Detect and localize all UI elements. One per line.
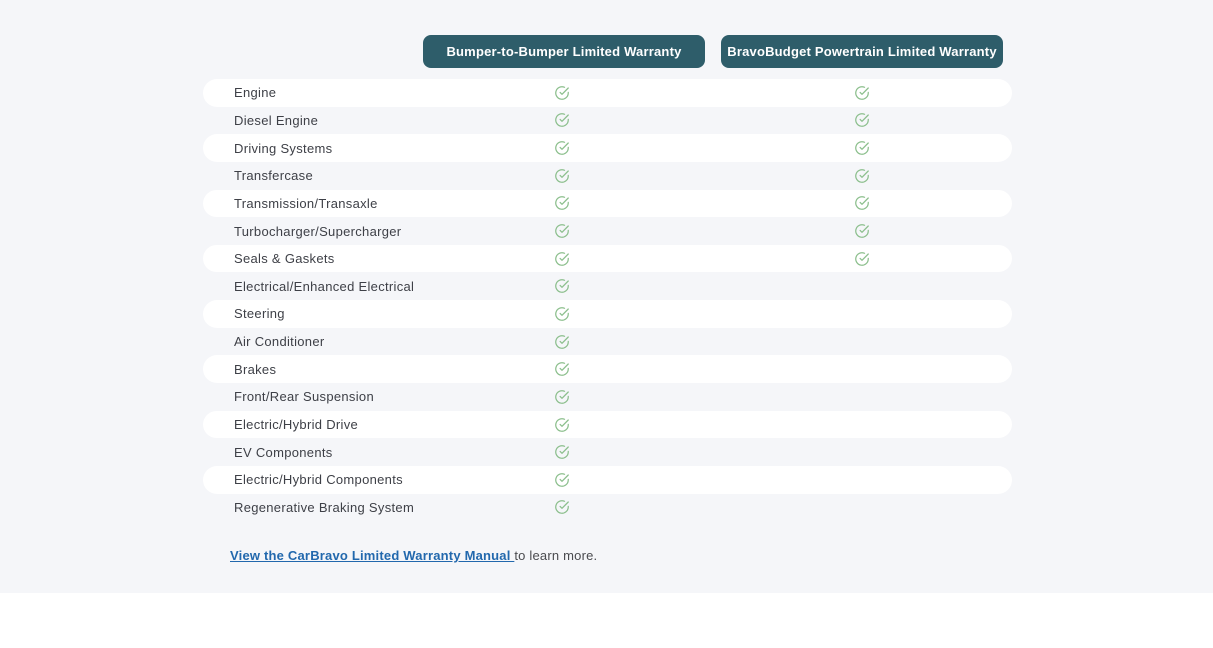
table-row: [203, 300, 1012, 328]
row-label: Electric/Hybrid Components: [234, 472, 403, 488]
column-headers: [423, 35, 1003, 68]
table-row: [203, 438, 1012, 466]
check-circle-icon: [855, 168, 870, 183]
row-label: Electric/Hybrid Drive: [234, 417, 359, 432]
table-row: [203, 355, 1012, 383]
column-header-bumper-to-bumper[interactable]: Bumper-to-Bumper Limited Warranty: [423, 35, 705, 68]
table-row: [203, 272, 1012, 300]
footer-suffix: to learn more.: [514, 548, 598, 563]
table-row: [203, 162, 1012, 190]
table-row: [203, 217, 1012, 245]
check-circle-icon: [855, 113, 870, 128]
check-circle-icon: [555, 113, 570, 128]
check-circle-icon: [855, 251, 870, 266]
warranty-manual-link[interactable]: View the CarBravo Limited Warranty Manual: [230, 548, 515, 563]
row-label: Electrical/Enhanced Electrical: [234, 278, 415, 294]
check-circle-icon: [555, 417, 570, 432]
row-label: Brakes: [234, 361, 277, 377]
check-circle-icon: [855, 224, 870, 239]
row-label: Transfercase: [234, 168, 313, 184]
footer-note: [230, 548, 597, 563]
check-circle-icon: [555, 334, 570, 349]
row-label: Engine: [234, 85, 277, 101]
table-row: [203, 466, 1012, 494]
check-circle-icon: [555, 500, 570, 515]
table-row: [203, 328, 1012, 356]
table-row: [203, 134, 1012, 162]
table-row: [203, 411, 1012, 439]
check-circle-icon: [555, 279, 570, 294]
row-label: EV Components: [234, 444, 333, 460]
table-row: [203, 494, 1012, 522]
check-circle-icon: [555, 306, 570, 321]
check-circle-icon: [555, 389, 570, 404]
check-circle-icon: [855, 141, 870, 156]
row-label: Seals & Gaskets: [234, 251, 335, 267]
check-circle-icon: [855, 196, 870, 211]
warranty-table: [203, 79, 1012, 521]
row-label: Diesel Engine: [234, 112, 319, 128]
check-circle-icon: [555, 85, 570, 100]
row-label: Regenerative Braking System: [234, 499, 415, 515]
table-row: [203, 245, 1012, 273]
check-circle-icon: [555, 141, 570, 156]
table-row: [203, 79, 1012, 107]
check-circle-icon: [555, 251, 570, 266]
check-circle-icon: [555, 445, 570, 460]
check-circle-icon: [555, 362, 570, 377]
row-label: Transmission/Transaxle: [234, 195, 378, 211]
table-row: [203, 190, 1012, 218]
check-circle-icon: [555, 196, 570, 211]
check-circle-icon: [855, 85, 870, 100]
row-label: Driving Systems: [234, 140, 333, 156]
check-circle-icon: [555, 472, 570, 487]
row-label: Air Conditioner: [234, 334, 325, 350]
row-label: Front/Rear Suspension: [234, 389, 374, 405]
column-header-powertrain[interactable]: BravoBudget Powertrain Limited Warranty: [721, 35, 1003, 68]
check-circle-icon: [555, 224, 570, 239]
table-row: [203, 383, 1012, 411]
row-label: Steering: [234, 306, 285, 322]
row-label: Turbocharger/Supercharger: [234, 223, 402, 239]
check-circle-icon: [555, 168, 570, 183]
table-row: [203, 107, 1012, 135]
